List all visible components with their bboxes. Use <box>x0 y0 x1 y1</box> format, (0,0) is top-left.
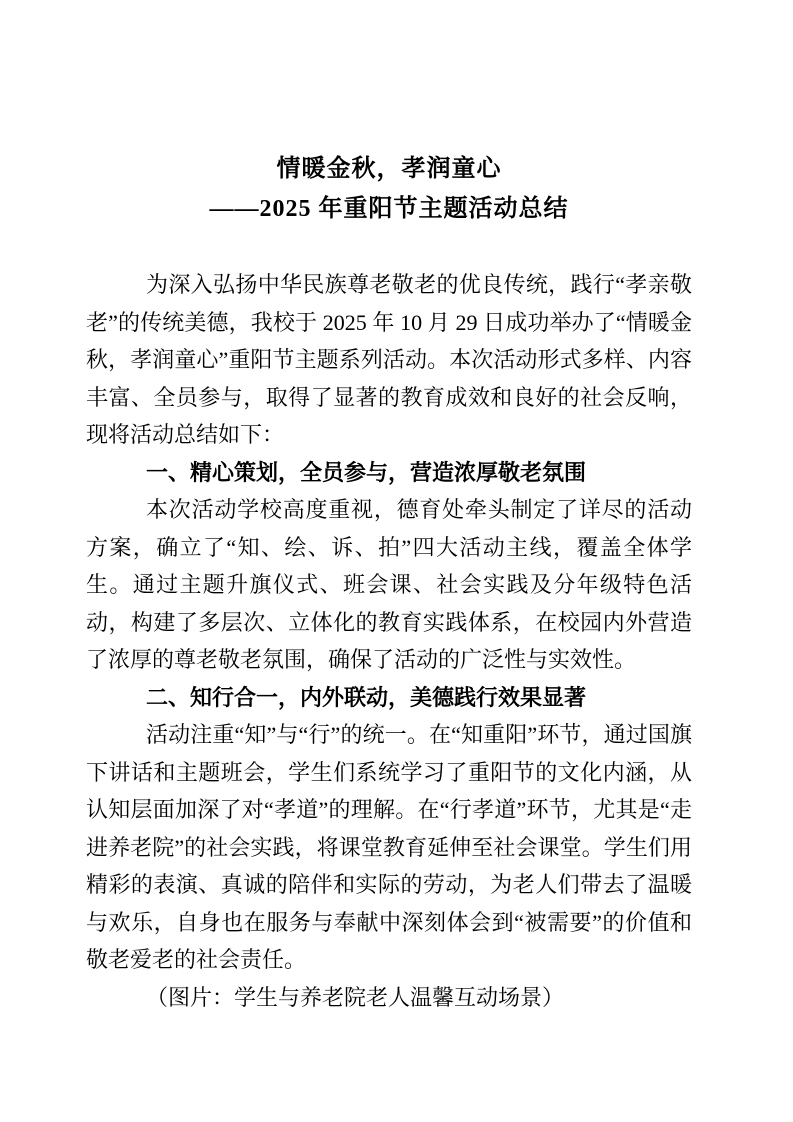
section-heading-2: 二、知行合一，内外联动，美德践行效果显著 <box>146 684 587 710</box>
image-caption: （图片：学生与养老院老人温馨互动场景） <box>146 984 565 1010</box>
paragraph-section-2: 活动注重“知”与“行”的统一。在“知重阳”环节，通过国旗下讲话和主题班会，学生们系统学习了重阳节的文化内涵，从认知层面加深了对“孝道”的理解。在“行孝道”环节，尤其是“走进养老院”的社会实践，将课堂教育延伸至社会课堂。学生们用精彩的表演、真诚的陪伴和实际的劳动，为老人们带去了温暖与欢乐，自身也在服务与奉献中深刻体会到“被需要”的价值和敬老爱老的社会责任。 <box>86 722 692 972</box>
document-title: 情暖金秋，孝润童心 <box>276 155 502 182</box>
document-body <box>86 266 692 1016</box>
document-subtitle: ——2025 年重阳节主题活动总结 <box>209 196 569 222</box>
paragraph-section-1: 本次活动学校高度重视，德育处牵头制定了详尽的活动方案，确立了“知、绘、诉、拍”四大活动主线，覆盖全体学生。通过主题升旗仪式、班会课、社会实践及分年级特色活动，构建了多层次、立体化的教育实践体系，在校园内外营造了浓厚的尊老敬老氛围，确保了活动的广泛性与实效性。 <box>86 497 692 672</box>
paragraph-intro: 为深入弘扬中华民族尊老敬老的优良传统，践行“孝亲敬老”的传统美德，我校于 2025 年 10 月 29 日成功举办了“情暖金秋，孝润童心”重阳节主题系列活动。本次活动形式多样、内容丰富、全员参与，取得了显著的教育成效和良好的社会反响，现将活动总结如下： <box>86 272 692 447</box>
section-heading-1: 一、精心策划，全员参与，营造浓厚敬老氛围 <box>146 459 587 485</box>
